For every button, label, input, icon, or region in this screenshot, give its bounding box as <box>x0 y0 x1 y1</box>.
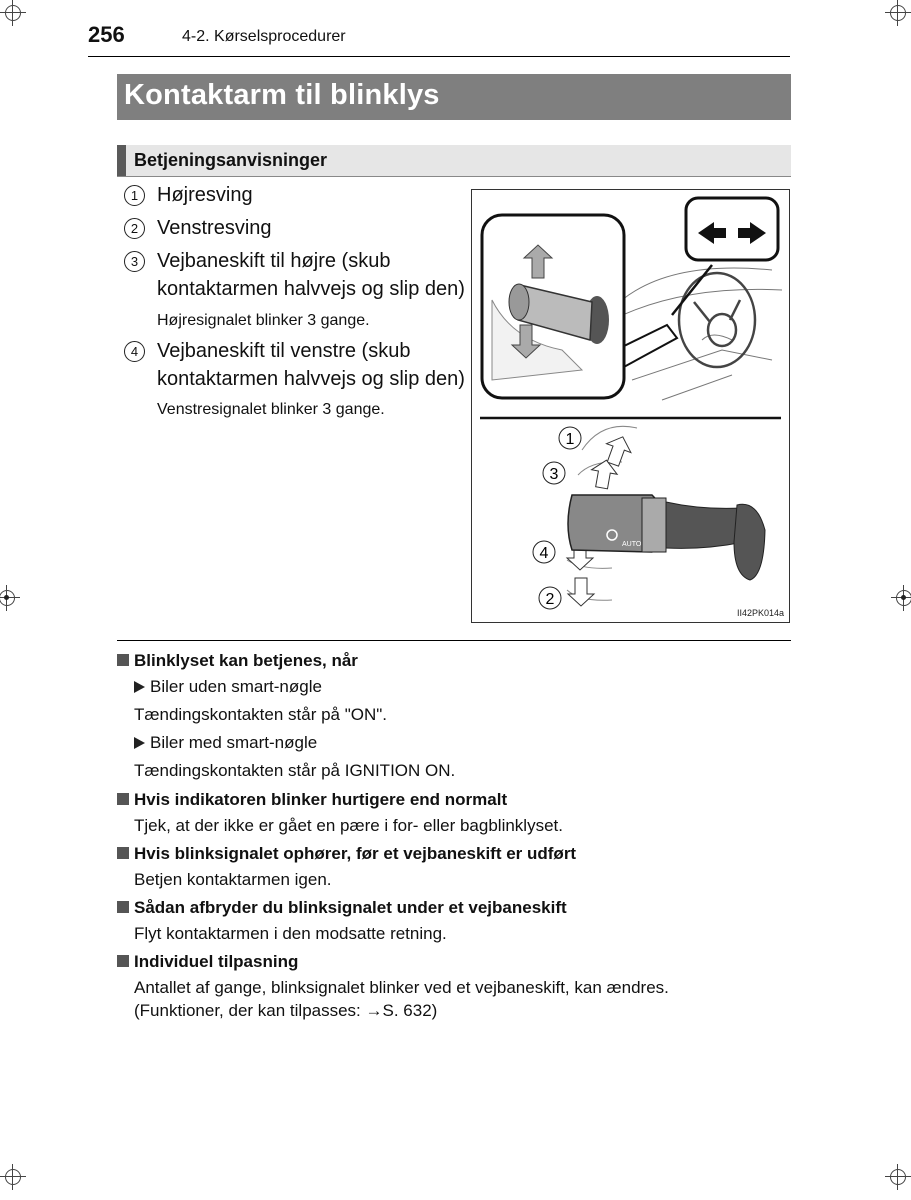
step-number: 2 <box>124 218 145 239</box>
info-text: Antallet af gange, blinksignalet blinker ved et vejbaneskift, kan ændres. <box>134 978 669 997</box>
bullet-square-icon <box>117 793 129 805</box>
step-note: Venstresignalet blinker 3 gange. <box>157 401 385 418</box>
crop-mark-bottom-right <box>885 1164 911 1190</box>
callout-2: 2 <box>545 591 555 608</box>
bullet-square-icon <box>117 847 129 859</box>
crop-mark-mid-left <box>0 585 20 611</box>
callout-1: 1 <box>565 431 575 448</box>
info-text: Flyt kontaktarmen i den modsatte retning. <box>134 924 447 943</box>
info-text: Betjen kontaktarmen igen. <box>134 870 332 889</box>
step-text: Højresving <box>157 184 253 206</box>
info-heading: Sådan afbryder du blinksignalet under et vejbaneskift <box>117 898 567 918</box>
info-subitem: Biler med smart-nøgle <box>134 733 317 753</box>
callout-4: 4 <box>539 545 549 562</box>
lever-zoom-inset <box>482 215 677 398</box>
callout-3: 3 <box>549 466 559 483</box>
step-note: Højresignalet blinker 3 gange. <box>157 312 370 329</box>
step-text: Venstresving <box>157 217 272 239</box>
crop-mark-bottom-left <box>0 1164 26 1190</box>
triangle-bullet-icon <box>134 681 145 693</box>
chapter-title: 4-2. Kørselsprocedurer <box>182 28 346 45</box>
header-divider <box>88 56 790 57</box>
page-title: Kontaktarm til blinklys <box>124 79 440 111</box>
lever-detail <box>567 426 765 606</box>
step-text: Vejbaneskift til højre (skub kontaktarmen halvvejs og slip den) <box>157 250 465 300</box>
steering-wheel <box>679 273 755 367</box>
info-text: Tændingskontakten står på IGNITION ON. <box>134 761 456 780</box>
section-heading: Betjeningsanvisninger <box>134 150 328 170</box>
illustration-svg <box>472 190 789 622</box>
section-accent <box>117 145 126 176</box>
info-subitem: Biler uden smart-nøgle <box>134 677 322 697</box>
info-text: Tjek, at der ikke er gået en pære i for- eller bagblinklyset. <box>134 816 563 835</box>
bullet-square-icon <box>117 955 129 967</box>
info-heading: Hvis indikatoren blinker hurtigere end normalt <box>117 790 507 810</box>
crop-mark-top-right <box>885 0 911 26</box>
info-heading: Hvis blinksignalet ophører, før et vejbaneskift er udført <box>117 844 576 864</box>
step-text: Vejbaneskift til venstre (skub kontaktarmen halvvejs og slip den) <box>157 340 465 390</box>
info-heading: Individuel tilpasning <box>117 952 298 972</box>
page-title-bar <box>117 74 791 120</box>
crop-mark-mid-right <box>891 585 911 611</box>
step-number: 4 <box>124 341 145 362</box>
indicator-arrows-callout <box>672 198 778 315</box>
info-text: Tændingskontakten står på "ON". <box>134 705 388 724</box>
step-number: 3 <box>124 251 145 272</box>
triangle-bullet-icon <box>134 737 145 749</box>
figure-code: II42PK014a <box>736 608 784 618</box>
section-divider <box>117 640 791 641</box>
info-text: (Funktioner, der kan tilpasses: →S. 632) <box>134 1001 438 1020</box>
turn-signal-lever-illustration <box>471 189 790 623</box>
page-number: 256 <box>88 22 125 47</box>
info-heading: Blinklyset kan betjenes, når <box>117 651 358 671</box>
step-number: 1 <box>124 185 145 206</box>
bullet-square-icon <box>117 901 129 913</box>
lever-auto-label: AUTO <box>622 541 642 548</box>
dashboard-outline <box>612 268 782 400</box>
bullet-square-icon <box>117 654 129 666</box>
crop-mark-top-left <box>0 0 26 26</box>
section-heading-bar <box>117 145 791 177</box>
